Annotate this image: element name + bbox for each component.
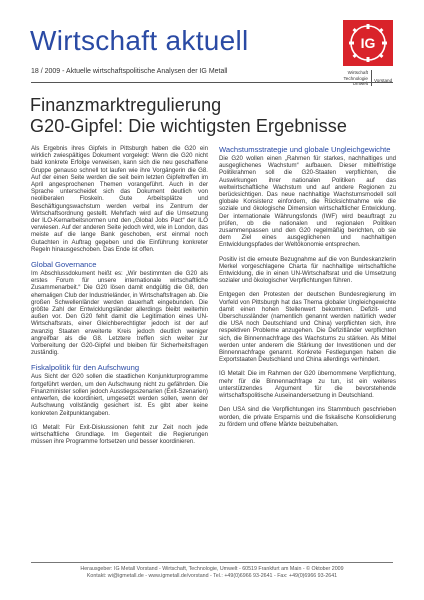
body-paragraph: Den USA sind die Verpflichtungen ins Stammbuch geschrieben worden, die private Ersparnis und die fiskalische Konsolidierung zu fördern und offene Märkte beizubehalten. [219,406,396,428]
logo-divider [371,70,372,86]
section-heading: Global Governance [31,260,97,270]
footer-publisher: Herausgeber: IG Metall Vorstand - Wirtschaft, Technologie, Umwelt - 60519 Frankfurt am Main - © Oktober 2009 [80,566,344,572]
logo-label-left [338,70,368,87]
body-paragraph: Positiv ist die erneute Bezugnahme auf die von Bundeskanzlerin Merkel vorgeschlagene Charta für nachhaltige wirtschaftliche Entwicklung, die in einen UN-Wirtschaftsrat und die Umsetzung sozialer und ökologischer Verpflichtungen führen. [219,255,396,285]
left-column [31,145,208,452]
masthead-subtitle: 18 / 2009 - Aktuelle wirtschaftspolitische Analysen der IG Metall [31,68,228,75]
body-paragraph: Die G20 wollen einen „Rahmen für starkes, nachhaltiges und ausgeglichenes Wachstum“ aufbauen. Dieser mittelfristige Politikrahmen soll die G20-Staaten verpflichten, die Auswirkungen ihrer nationalen Politiken auf das weltwirtschaftliche Wachstum und auf andere Regionen zu berücksichtigen. Das neue nachhaltige Wachstumsmodell soll globale Konsistenz einfordern, die Rücksichtnahme wie die soziale und ökologische Dimension wirtschaftlicher Entwicklung. Der internationale Währungsfonds (IWF) wird beauftragt zu prüfen, ob die nationalen und regionalen Politiken zusammenpassen und den G20 regelmäßig berichten, ob sie dem Ziel eines ausgeglichenen und nachhaltigen Entwicklungspfades der Weltökonomie entsprechen. [219,155,396,249]
ig-metall-logo-icon [343,20,393,66]
logo-label-line: Technologie [343,75,368,81]
logo-label-line: Wirtschaft [347,70,368,75]
footer [31,566,393,580]
bottom-rule [31,562,393,563]
masthead-title: Wirtschaft aktuell [30,25,249,56]
article-headline: Finanzmarktregulierung [30,95,222,115]
body-paragraph: IG Metall: Die im Rahmen der G20 übernommene Verpflichtung, mehr für die Binnennachfrage zu tun, ist ein weiteres unterstützendes Argument für die bevorstehende wirtschaftspolitische Auseinandersetzung in Deutschland. [219,370,396,400]
top-rule [31,82,393,83]
body-paragraph: Im Abschlussdokument heißt es: „Wir bestimmten die G20 als erstes Forum für unsere internationale wirtschaftliche Zusammenarbeit.“ Die G20 lösen damit endgültig die G8, den ehemaligen Club der Industrieländer, in Wirtschaftsfragen ab. Die großen Schwellenländer werden dauerhaft eingebunden. Die größte Zahl der Entwicklungsländer allerdings bleibt weiterhin außen vor. Den G20 fehlt damit die Legitimation eines UN-Wirtschaftsrats, einer Gleichberechtigter jedoch ist der auf zwanzig Staaten erweiterte Kreis jedoch deutlich weniger angreifbar als die G8. Letztere treffen sich weiter zur Vorbereitung der G20-Gipfel und bleiben für Sicherheitsfragen zuständig. [31,270,208,357]
body-paragraph: Aus Sicht der G20 sollen die staatlichen Konjunkturprogramme fortgeführt werden, um den Aufschwung nicht zu gefährden. Die Finanzminister sollen jedoch Ausstiegsszenarien (Exit-Szenarien) entwerfen, die koordiniert, umgesetzt werden sollen, wenn der Aufschwung vollständig gesichert ist. Es gibt aber keine konkreten Zeitpunktangaben. [31,373,208,417]
section-heading: Fiskalpolitik für den Aufschwung [31,363,140,373]
article-subheadline: G20-Gipfel: Die wichtigsten Ergebnisse [30,116,347,136]
body-paragraph: Als Ergebnis ihres Gipfels in Pittsburgh haben die G20 ein wirklich zwiespältiges Dokument vorgelegt: Wenn die G20 nicht bald konkrete Erfolge verweisen, kann sich die neu geschaffene Gruppe genauso schnell tot laufen wie ihre Vorgängerin die G8. Auf der einen Seite werden die seit beim letzten Gipfeltreffen im April angesprochenen Themen vorangeführt. Auch in der Sprache unterscheidet sich das Dokument deutlich von neoliberalen Floskeln. Gute Arbeitsplätze und Beschäftigungswachstum werden verbal ins Zentrum der Wirtschaftsordnung gestellt. Mehrfach wird auf die Umsetzung der ILO-Kernarbeitsnormen und den „Global Jobs Pact“ der ILO verwiesen. Auf der anderen Seite jedoch wird, wie in London, das meiste auf die lange Bank geschoben, erst einmal noch Gutachten in Auftrag gegeben und die Einführung konkreter Regeln hinausgeschoben. Das Ende ist offen. [31,145,208,253]
section-heading: Wachstumsstrategie und globale Ungleichgewichte [219,145,391,154]
right-column [219,145,396,435]
logo-label-right: Vorstand [374,78,393,83]
logo-letters: IG [360,35,376,51]
ig-metall-logo [343,20,393,66]
logo-label-line: Umwelt [352,81,368,87]
body-paragraph: IG Metall: Für Exit-Diskussionen fehlt zur Zeit noch jede wirtschaftliche Grundlage. Im Gegenteil: die Regierungen müssen ihre Programme fortsetzen und besser koordinieren. [31,423,208,446]
body-paragraph: Entgegen den Protesten der deutschen Bundesregierung im Vorfeld von Pittsburgh hat das Thema globaler Ungleichgewichte damit einen hohen Stellenwert bekommen. Defizit- und Überschussländer (namentlich genannt werden natürlich weder die USA noch Deutschland und China) verpflichten sich, ihre respektiven Probleme anzugehen. Die Defizitländer verpflichten sich, die Binnennachfrage des Wachstums zu stärken. Als Mittel werden unter anderem die Stärkung der Investitionen und der Binnennachfrage genannt. Konkrete Festlegungen haben die Exportstaaten Deutschland und China allerdings verhindert. [219,291,396,364]
footer-contact: Kontakt: wi@igmetall.de - www.igmetall.de/vorstand - Tel.: +49(0)6966 93-2641 - Fax: +49(0)6966 93-2641 [86,573,338,579]
